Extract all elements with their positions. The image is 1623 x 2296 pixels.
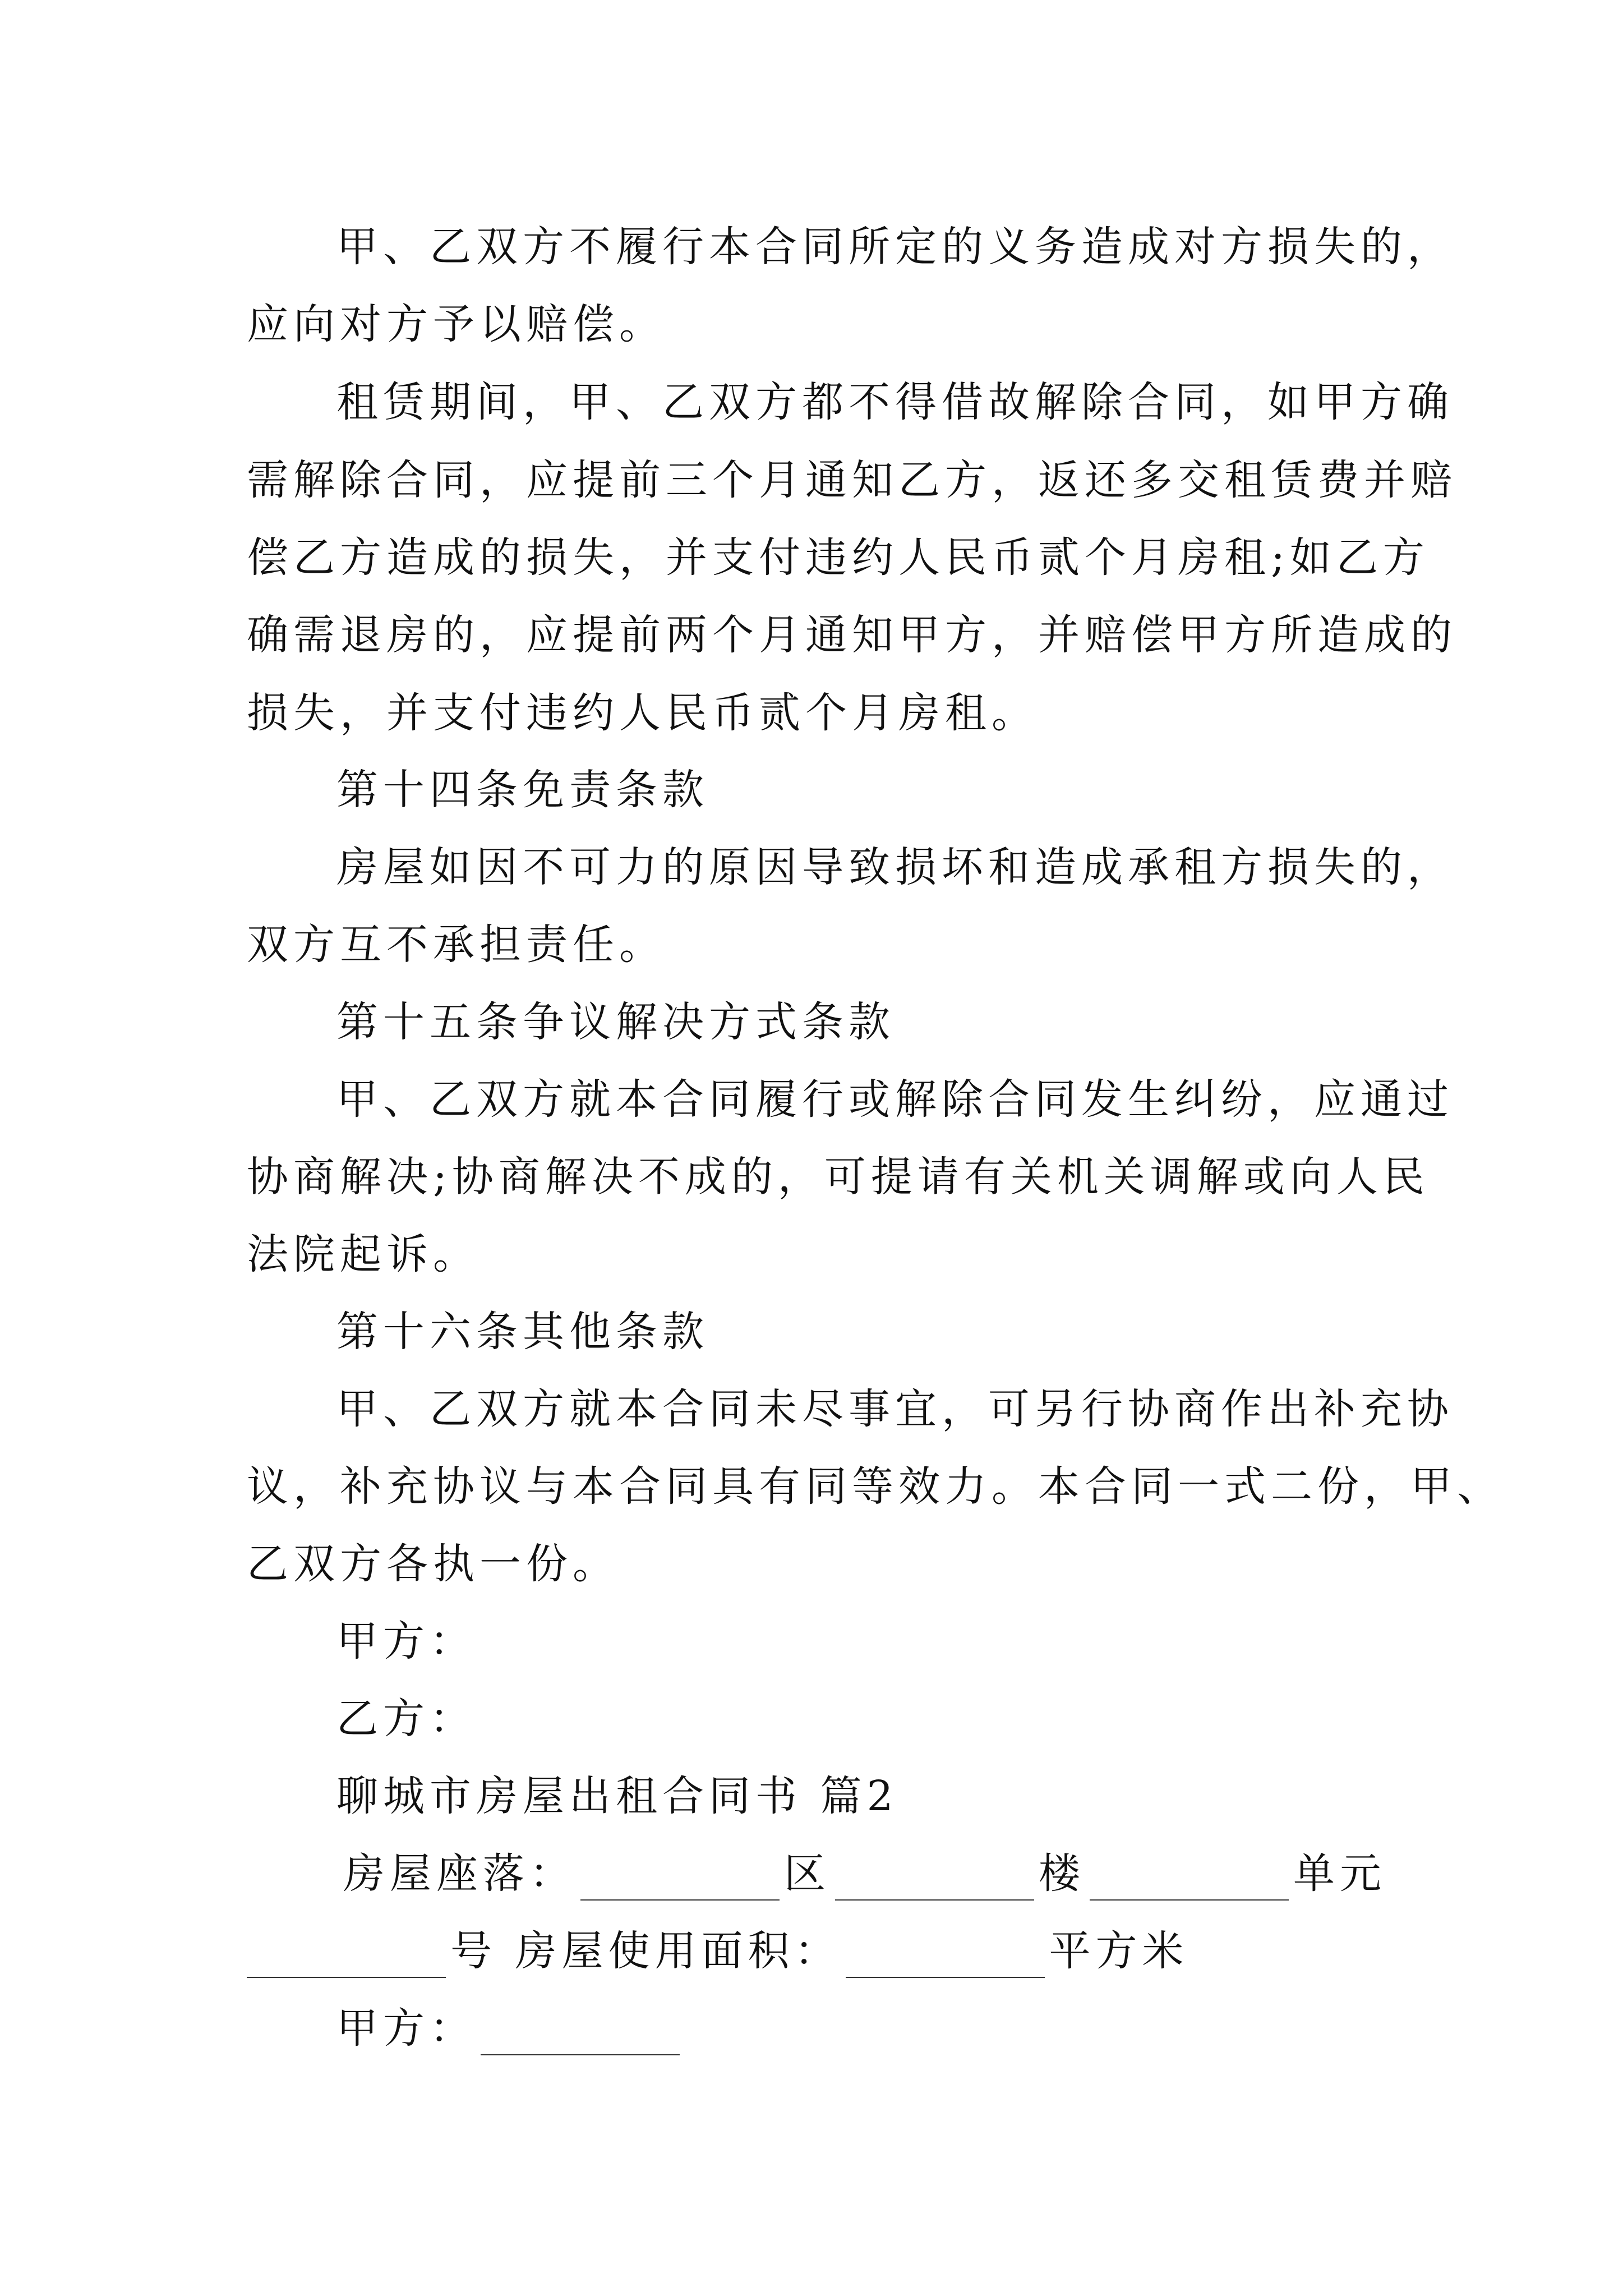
- section-title: 聊城市房屋出租合同书 篇2: [336, 1772, 898, 1820]
- paragraph-line: 甲、乙双方就本合同未尽事宜，可另行协商作出补充协: [336, 1385, 1454, 1433]
- party-b-label: 乙方：: [336, 1695, 476, 1743]
- number-blank: [247, 1936, 446, 1978]
- area-unit: 平方米: [1049, 1927, 1189, 1975]
- paragraph-line: 甲、乙双方不履行本合同所定的义务造成对方损失的，: [336, 223, 1454, 271]
- paragraph-line: 议，补充协议与本合同具有同等效力。本合同一式二份，甲、: [247, 1462, 1504, 1511]
- paragraph-line: 双方互不承担责任。: [247, 921, 666, 969]
- area-row: [242, 1924, 1189, 1978]
- number-label: 号: [450, 1927, 497, 1975]
- paragraph-line: 租赁期间，甲、乙双方都不得借故解除合同，如甲方确: [336, 378, 1454, 426]
- building-blank: [835, 1859, 1034, 1901]
- article-heading: 第十六条其他条款: [336, 1308, 709, 1356]
- district-label: 区: [784, 1849, 831, 1898]
- district-blank: [580, 1859, 780, 1901]
- paragraph-line: 房屋如因不可力的原因导致损坏和造成承租方损失的，: [336, 843, 1454, 891]
- paragraph-line: 需解除合同，应提前三个月通知乙方，返还多交租赁费并赔: [247, 456, 1457, 504]
- area-label: 房屋使用面积：: [515, 1927, 841, 1975]
- paragraph-line: 甲、乙双方就本合同履行或解除合同发生纠纷，应通过: [336, 1075, 1454, 1124]
- article-heading: 第十四条免责条款: [336, 766, 709, 814]
- party-a-row: [336, 2001, 684, 2055]
- article-heading: 第十五条争议解决方式条款: [336, 998, 895, 1046]
- paragraph-line: 损失，并支付违约人民币贰个月房租。: [247, 689, 1038, 737]
- paragraph-line: 协商解决;协商解决不成的，可提请有关机关调解或向人民: [247, 1153, 1430, 1201]
- paragraph-line: 应向对方予以赔偿。: [247, 300, 666, 348]
- location-row: [343, 1847, 1386, 1901]
- location-label: 房屋座落：: [343, 1849, 576, 1898]
- paragraph-line: 偿乙方造成的损失，并支付违约人民币贰个月房租;如乙方: [247, 533, 1430, 582]
- unit-blank: [1090, 1859, 1289, 1901]
- unit-label: 单元: [1293, 1849, 1386, 1898]
- paragraph-line: 法院起诉。: [247, 1230, 479, 1278]
- party-a-blank: [481, 2014, 680, 2055]
- area-blank: [846, 1936, 1045, 1978]
- paragraph-line: 乙双方各执一份。: [247, 1540, 619, 1588]
- party-a-label: 甲方：: [336, 1617, 476, 1665]
- building-label: 楼: [1039, 1849, 1085, 1898]
- party-a-form-label: 甲方：: [336, 2004, 476, 2053]
- paragraph-line: 确需退房的，应提前两个月通知甲方，并赔偿甲方所造成的: [247, 611, 1457, 659]
